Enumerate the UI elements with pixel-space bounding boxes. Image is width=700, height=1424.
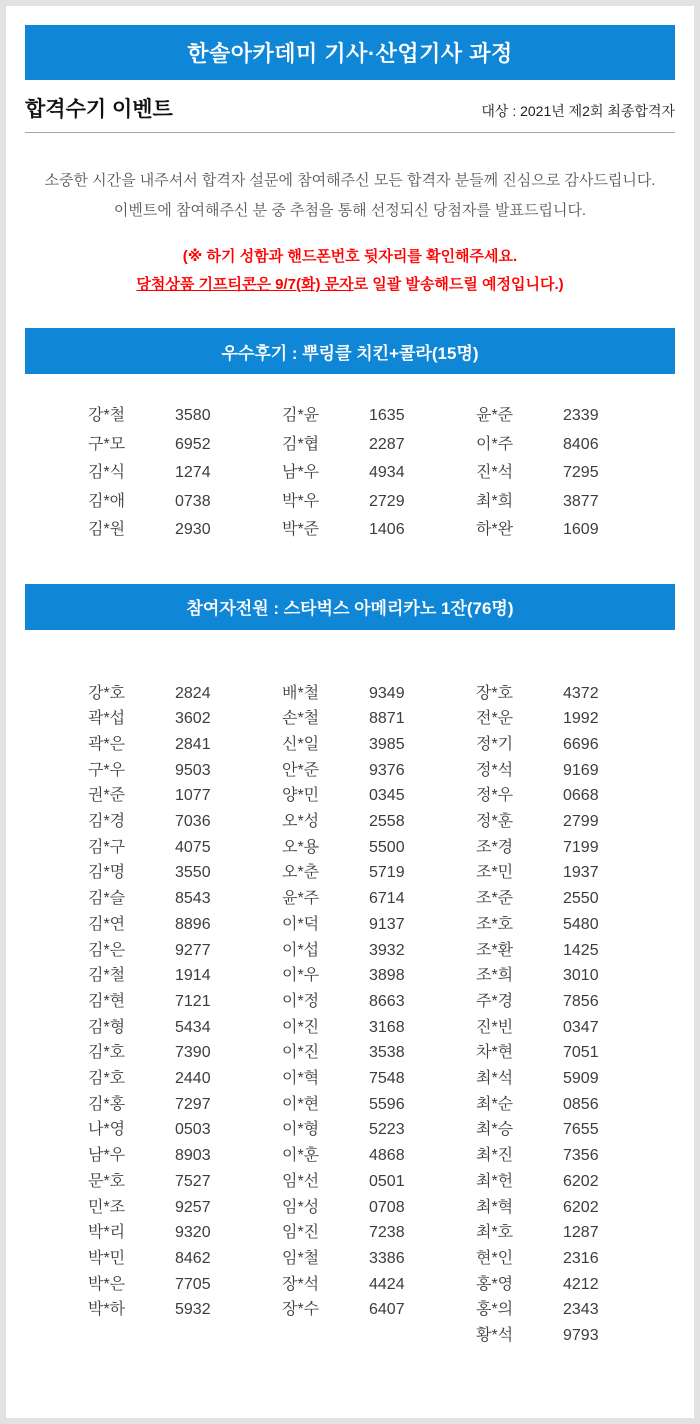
participant-name: 최*진	[476, 1147, 514, 1165]
participant-phone-tail: 1992	[563, 710, 599, 728]
participant-row	[476, 809, 670, 835]
section-banner-all-participants	[25, 584, 675, 630]
participant-row	[88, 1220, 282, 1246]
participant-name: 장*호	[476, 684, 514, 702]
notice-line-1: (※ 하기 성함과 핸드폰번호 뒷자리를 확인해주세요.	[182, 248, 518, 265]
winner-row	[476, 402, 670, 431]
participant-phone-tail: 5932	[175, 1301, 211, 1319]
winner-phone-tail: 2930	[175, 521, 211, 538]
participant-name: 황*석	[476, 1327, 514, 1345]
participant-name: 김*현	[88, 992, 126, 1010]
participant-row	[476, 758, 670, 784]
participant-row	[88, 938, 282, 964]
participant-name: 양*민	[282, 787, 320, 805]
participant-name: 이*덕	[282, 915, 320, 933]
divider	[25, 132, 675, 133]
winner-phone-tail: 1635	[369, 407, 405, 424]
participant-name: 배*철	[282, 684, 320, 702]
participant-name: 장*석	[282, 1275, 320, 1293]
winner-name: 이*주	[476, 435, 514, 453]
winner-phone-tail: 1406	[369, 521, 405, 538]
participant-row	[282, 912, 476, 938]
participant-name: 현*인	[476, 1249, 514, 1267]
winner-name: 강*철	[88, 407, 126, 424]
participant-row	[476, 783, 670, 809]
winner-row	[88, 431, 282, 460]
winner-name: 하*완	[476, 521, 514, 538]
participant-row	[476, 1092, 670, 1118]
participant-name: 최*승	[476, 1121, 514, 1139]
participant-phone-tail: 5909	[563, 1070, 599, 1088]
participant-phone-tail: 9257	[175, 1198, 211, 1216]
winner-row	[476, 459, 670, 488]
participant-phone-tail: 5223	[369, 1121, 405, 1139]
participant-phone-tail: 5596	[369, 1095, 405, 1113]
participant-row	[476, 1117, 670, 1143]
winners-column-3	[476, 402, 670, 545]
participant-name: 김*은	[88, 941, 126, 959]
participant-name: 임*진	[282, 1224, 320, 1242]
winner-phone-tail: 0738	[175, 492, 211, 510]
participant-name: 조*희	[476, 967, 514, 985]
participant-name: 오*성	[282, 813, 320, 831]
participant-row	[282, 1169, 476, 1195]
participant-name: 안*준	[282, 761, 320, 779]
participant-phone-tail: 6202	[563, 1172, 599, 1190]
winner-row	[282, 402, 476, 431]
participant-name: 권*준	[88, 787, 126, 805]
participant-row	[282, 706, 476, 732]
participant-name: 오*춘	[282, 864, 320, 882]
winner-row	[282, 459, 476, 488]
participant-phone-tail: 7051	[563, 1044, 599, 1062]
participant-name: 구*우	[88, 761, 126, 779]
winner-name: 박*준	[282, 521, 320, 538]
participant-name: 조*환	[476, 941, 514, 959]
participant-row	[282, 1272, 476, 1298]
winners-column-2	[282, 402, 476, 545]
winner-name: 김*원	[88, 521, 126, 538]
participant-phone-tail: 1425	[563, 941, 599, 959]
participant-phone-tail: 5480	[563, 915, 599, 933]
participant-row	[88, 1246, 282, 1272]
winner-name: 진*석	[476, 464, 514, 481]
participant-name: 조*민	[476, 864, 514, 882]
participant-phone-tail: 3010	[563, 967, 599, 985]
participant-phone-tail: 8896	[175, 915, 211, 933]
participant-phone-tail: 7548	[369, 1070, 405, 1088]
participant-phone-tail: 7297	[175, 1095, 211, 1113]
participant-row	[282, 783, 476, 809]
notice-line-2	[25, 271, 675, 299]
participant-name: 김*호	[88, 1044, 126, 1062]
participant-row	[282, 835, 476, 861]
winner-name: 김*식	[88, 464, 126, 481]
participant-row	[88, 1092, 282, 1118]
participant-row	[282, 1092, 476, 1118]
participant-row	[476, 1015, 670, 1041]
participant-name: 최*호	[476, 1224, 514, 1242]
participant-row	[88, 886, 282, 912]
participant-row	[88, 1117, 282, 1143]
participant-row	[282, 938, 476, 964]
participants-column-2	[282, 681, 476, 1349]
participant-name: 김*철	[88, 967, 126, 985]
participant-phone-tail: 9320	[175, 1224, 211, 1242]
participant-name: 강*호	[88, 684, 126, 702]
participant-name: 이*진	[282, 1018, 320, 1036]
winner-row	[88, 402, 282, 431]
target-audience: 대상 : 2021년 제2회 최종합격자	[481, 103, 675, 119]
participant-phone-tail: 9376	[369, 761, 405, 779]
participant-name: 문*호	[88, 1172, 126, 1190]
participant-name: 정*기	[476, 735, 514, 753]
participant-name: 이*혁	[282, 1070, 320, 1088]
notice-paragraph	[25, 243, 675, 299]
winner-phone-tail: 1609	[563, 521, 599, 538]
participant-row	[88, 1195, 282, 1221]
participant-name: 전*운	[476, 710, 514, 728]
participant-name: 민*조	[88, 1198, 126, 1216]
participant-phone-tail: 3602	[175, 710, 211, 728]
participant-row	[476, 1297, 670, 1323]
participant-name: 곽*은	[88, 735, 126, 753]
participant-row	[88, 963, 282, 989]
participant-row	[476, 886, 670, 912]
participant-name: 김*명	[88, 864, 126, 882]
participant-row	[88, 1040, 282, 1066]
participant-name: 장*수	[282, 1301, 320, 1319]
winner-name: 윤*준	[476, 407, 514, 424]
participant-row	[88, 1297, 282, 1323]
participant-phone-tail: 4868	[369, 1147, 405, 1165]
participant-phone-tail: 5434	[175, 1018, 211, 1036]
participant-name: 정*석	[476, 761, 514, 779]
participant-name: 김*구	[88, 838, 126, 856]
participant-row	[282, 1195, 476, 1221]
participant-phone-tail: 9137	[369, 915, 405, 933]
participant-row	[476, 938, 670, 964]
winner-name: 남*우	[282, 464, 320, 481]
winner-phone-tail: 2729	[369, 492, 405, 510]
participant-row	[476, 706, 670, 732]
participant-name: 김*호	[88, 1070, 126, 1088]
winner-row	[88, 516, 282, 545]
participant-phone-tail: 9349	[369, 684, 405, 702]
winner-row	[282, 488, 476, 517]
participant-name: 박*은	[88, 1275, 126, 1293]
winner-phone-tail: 4934	[369, 464, 405, 481]
participant-phone-tail: 7390	[175, 1044, 211, 1062]
participant-name: 남*우	[88, 1147, 126, 1165]
participant-row	[88, 1066, 282, 1092]
participant-row	[88, 1015, 282, 1041]
participant-row	[476, 1195, 670, 1221]
participant-row	[88, 835, 282, 861]
participant-row	[88, 783, 282, 809]
participant-row	[88, 809, 282, 835]
participant-row	[282, 809, 476, 835]
winner-name: 김*협	[282, 435, 320, 453]
participant-row	[282, 1143, 476, 1169]
participant-phone-tail: 4075	[175, 838, 211, 856]
participant-phone-tail: 7527	[175, 1172, 211, 1190]
participant-phone-tail: 4372	[563, 684, 599, 702]
section-title-excellent-review: 우수후기 : 뿌링클 치킨+콜라(15명)	[221, 343, 479, 363]
participant-name: 홍*영	[476, 1275, 514, 1293]
participant-name: 이*우	[282, 967, 320, 985]
participant-phone-tail: 1914	[175, 967, 211, 985]
winner-name: 박*우	[282, 492, 320, 510]
participant-phone-tail: 7199	[563, 838, 599, 856]
participant-row	[282, 1066, 476, 1092]
participant-phone-tail: 6407	[369, 1301, 405, 1319]
participant-phone-tail: 2550	[563, 890, 599, 908]
participant-phone-tail: 1937	[563, 864, 599, 882]
participant-phone-tail: 3538	[369, 1044, 405, 1062]
participant-row	[476, 681, 670, 707]
participant-phone-tail: 2558	[369, 813, 405, 831]
participant-phone-tail: 2799	[563, 813, 599, 831]
winner-name: 김*윤	[282, 407, 320, 424]
winner-row	[476, 488, 670, 517]
participant-name: 임*성	[282, 1198, 320, 1216]
participant-phone-tail: 9793	[563, 1327, 599, 1345]
participant-row	[282, 1117, 476, 1143]
participant-phone-tail: 3985	[369, 735, 405, 753]
participant-name: 김*경	[88, 813, 126, 831]
participant-row	[476, 1246, 670, 1272]
participant-phone-tail: 1287	[563, 1224, 599, 1242]
participant-name: 박*민	[88, 1249, 126, 1267]
participant-name: 나*영	[88, 1121, 126, 1139]
winner-row	[476, 431, 670, 460]
all-participants-table	[25, 681, 675, 1349]
participant-row	[476, 1143, 670, 1169]
course-banner-title: 한솔아카데미 기사·산업기사 과정	[187, 41, 513, 66]
participant-name: 윤*주	[282, 890, 320, 908]
participant-row	[282, 1297, 476, 1323]
winner-phone-tail: 3580	[175, 407, 211, 424]
participant-name: 주*경	[476, 992, 514, 1010]
intro-line-1: 소중한 시간을 내주셔서 합격자 설문에 참여해주신 모든 합격자 분들께 진심으로 감사드립니다.	[44, 172, 656, 189]
participant-phone-tail: 3168	[369, 1018, 405, 1036]
participant-name: 박*하	[88, 1301, 126, 1319]
participant-name: 이*훈	[282, 1147, 320, 1165]
winner-row	[476, 516, 670, 545]
participant-row	[476, 835, 670, 861]
participant-name: 최*석	[476, 1070, 514, 1088]
participant-name: 김*형	[88, 1018, 126, 1036]
participant-row	[88, 706, 282, 732]
participant-row	[476, 1272, 670, 1298]
winner-phone-tail: 1274	[175, 464, 211, 481]
section-banner-excellent-review	[25, 328, 675, 374]
participant-phone-tail: 6202	[563, 1198, 599, 1216]
winner-name: 구*모	[88, 435, 126, 453]
participant-phone-tail: 3386	[369, 1249, 405, 1267]
participant-row	[88, 1272, 282, 1298]
participant-phone-tail: 7356	[563, 1147, 599, 1165]
winners-column-1	[88, 402, 282, 545]
participant-phone-tail: 2343	[563, 1301, 599, 1319]
participant-phone-tail: 2316	[563, 1249, 599, 1267]
winner-row	[88, 459, 282, 488]
participant-row	[282, 732, 476, 758]
participant-row	[282, 963, 476, 989]
participant-name: 임*선	[282, 1172, 320, 1190]
notice-underlined-text: 당첨상품 기프티콘은 9/7(화) 문자	[136, 276, 354, 293]
participant-name: 진*빈	[476, 1018, 514, 1036]
participant-phone-tail: 1077	[175, 787, 211, 805]
winner-name: 김*애	[88, 492, 126, 510]
participant-name: 정*우	[476, 787, 514, 805]
participant-phone-tail: 7036	[175, 813, 211, 831]
participant-phone-tail: 3932	[369, 941, 405, 959]
winner-phone-tail: 3877	[563, 492, 599, 510]
participant-phone-tail: 8543	[175, 890, 211, 908]
participant-name: 김*슬	[88, 890, 126, 908]
participant-name: 이*섭	[282, 941, 320, 959]
participant-row	[476, 912, 670, 938]
participants-column-1	[88, 681, 282, 1349]
participant-phone-tail: 0503	[175, 1121, 211, 1139]
participant-name: 이*정	[282, 992, 320, 1010]
participant-name: 신*일	[282, 735, 320, 753]
participant-phone-tail: 0347	[563, 1018, 599, 1036]
participant-name: 차*현	[476, 1044, 514, 1062]
participant-phone-tail: 0345	[369, 787, 405, 805]
participants-column-3	[476, 681, 670, 1349]
participant-phone-tail: 9503	[175, 761, 211, 779]
participant-name: 정*훈	[476, 813, 514, 831]
participant-name: 이*형	[282, 1121, 320, 1139]
participant-phone-tail: 7238	[369, 1224, 405, 1242]
winner-phone-tail: 2339	[563, 407, 599, 424]
participant-row	[282, 1220, 476, 1246]
participant-phone-tail: 3550	[175, 864, 211, 882]
participant-row	[282, 681, 476, 707]
participant-phone-tail: 0501	[369, 1172, 405, 1190]
participant-name: 박*리	[88, 1224, 126, 1242]
participant-row	[476, 1066, 670, 1092]
participant-row	[282, 1246, 476, 1272]
intro-line-2: 이벤트에 참여해주신 분 중 추첨을 통해 선정되신 당첨자를 발표드립니다.	[113, 202, 587, 219]
participant-phone-tail: 3898	[369, 967, 405, 985]
participant-name: 조*준	[476, 890, 514, 908]
winner-phone-tail: 8406	[563, 435, 599, 453]
participant-row	[88, 1169, 282, 1195]
participant-name: 최*순	[476, 1095, 514, 1113]
participant-row	[282, 1040, 476, 1066]
section-title-all-participants: 참여자전원 : 스타벅스 아메리카노 1잔(76명)	[186, 599, 514, 618]
participant-row	[88, 732, 282, 758]
participant-phone-tail: 2824	[175, 684, 211, 702]
participant-row	[282, 860, 476, 886]
participant-phone-tail: 0668	[563, 787, 599, 805]
participant-name: 최*헌	[476, 1172, 514, 1190]
participant-phone-tail: 5500	[369, 838, 405, 856]
participant-row	[282, 758, 476, 784]
participant-row	[88, 989, 282, 1015]
title-row	[25, 93, 675, 123]
participant-name: 김*홍	[88, 1095, 126, 1113]
participant-phone-tail: 7655	[563, 1121, 599, 1139]
notice-rest-text: 로 일괄 발송해드릴 예정입니다.)	[353, 276, 564, 293]
participant-name: 김*연	[88, 915, 126, 933]
participant-phone-tail: 8462	[175, 1249, 211, 1267]
participant-name: 조*경	[476, 838, 514, 856]
participant-row	[476, 963, 670, 989]
participant-phone-tail: 9169	[563, 761, 599, 779]
participant-row	[88, 912, 282, 938]
participant-phone-tail: 0856	[563, 1095, 599, 1113]
participant-row	[282, 1015, 476, 1041]
participant-row	[476, 860, 670, 886]
participant-row	[88, 758, 282, 784]
participant-row	[282, 989, 476, 1015]
participant-row	[476, 1040, 670, 1066]
course-banner	[25, 25, 675, 80]
participant-phone-tail: 5719	[369, 864, 405, 882]
participant-name: 손*철	[282, 710, 320, 728]
participant-row	[476, 1323, 670, 1349]
participant-row	[88, 1143, 282, 1169]
participant-phone-tail: 8663	[369, 992, 405, 1010]
intro-paragraph	[25, 166, 675, 226]
participant-row	[476, 1169, 670, 1195]
participant-row	[88, 681, 282, 707]
participant-name: 이*진	[282, 1044, 320, 1062]
participant-row	[88, 860, 282, 886]
participant-row	[476, 989, 670, 1015]
participant-name: 조*호	[476, 915, 514, 933]
participant-phone-tail: 4212	[563, 1275, 599, 1293]
participant-phone-tail: 2841	[175, 735, 211, 753]
participant-phone-tail: 9277	[175, 941, 211, 959]
winner-phone-tail: 6952	[175, 435, 211, 453]
participant-phone-tail: 6696	[563, 735, 599, 753]
participant-name: 임*철	[282, 1249, 320, 1267]
page-title: 합격수기 이벤트	[25, 98, 173, 121]
winner-phone-tail: 7295	[563, 464, 599, 481]
participant-name: 이*현	[282, 1095, 320, 1113]
excellent-review-winners-table	[25, 402, 675, 545]
participant-name: 홍*의	[476, 1301, 514, 1319]
participant-phone-tail: 2440	[175, 1070, 211, 1088]
winner-phone-tail: 2287	[369, 435, 405, 453]
winner-row	[282, 516, 476, 545]
participant-row	[476, 732, 670, 758]
participant-phone-tail: 4424	[369, 1275, 405, 1293]
winner-row	[282, 431, 476, 460]
participant-name: 오*용	[282, 838, 320, 856]
participant-phone-tail: 7705	[175, 1275, 211, 1293]
participant-phone-tail: 7121	[175, 992, 211, 1010]
participant-phone-tail: 6714	[369, 890, 405, 908]
winner-name: 최*희	[476, 492, 514, 510]
participant-row	[476, 1220, 670, 1246]
winner-row	[88, 488, 282, 517]
participant-phone-tail: 8871	[369, 710, 405, 728]
participant-phone-tail: 7856	[563, 992, 599, 1010]
participant-phone-tail: 8903	[175, 1147, 211, 1165]
participant-phone-tail: 0708	[369, 1198, 405, 1216]
participant-name: 최*혁	[476, 1198, 514, 1216]
participant-row	[282, 886, 476, 912]
participant-name: 곽*섭	[88, 710, 126, 728]
